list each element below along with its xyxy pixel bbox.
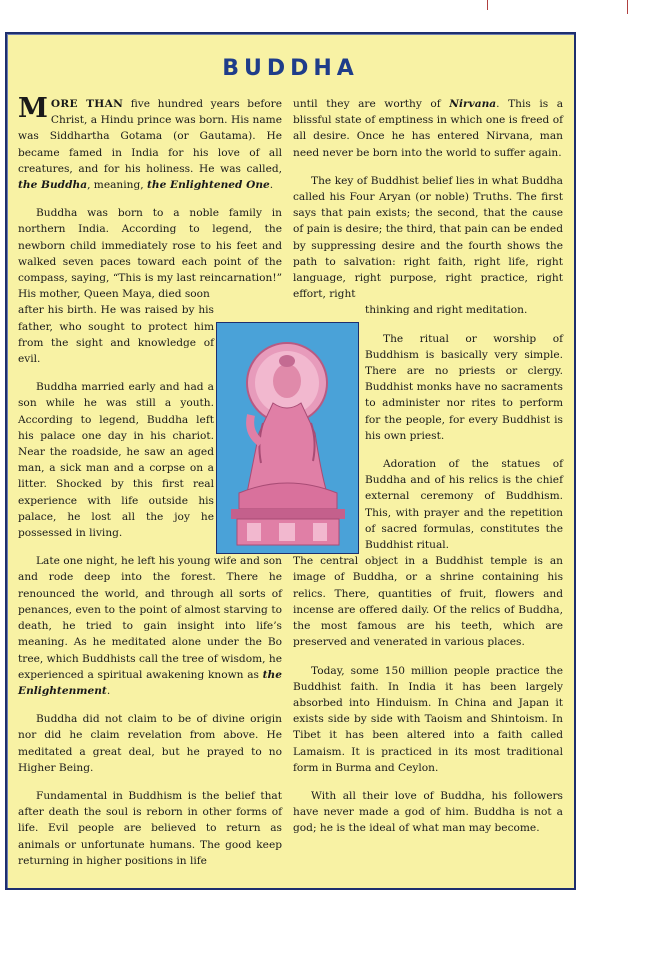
text-run: The central object in a Buddhist temple is an image of Buddha, or a shrine containing his relics. There, quantities of fruit, flowers and incense are offered daily. Of the relics of Buddha, the most famous are his teeth, which are preserved and venerated in various places. [293,555,563,649]
paragraph [293,788,563,837]
paragraph [293,663,563,776]
paragraph [18,711,282,776]
paragraph [293,96,563,161]
text-run: Buddha was born to a noble family in northern India. According to legend, the newborn child immediately rose to his feet and walked seven paces toward each point of the compass, saying, “This is my last reincarnation!” His mother, Queen Maya, died soon [18,207,282,301]
emphasis: the Buddha [18,179,88,192]
emphasis: Nirvana [449,98,497,110]
paragraph [18,302,214,367]
paragraph [18,379,214,541]
page-edge-mark [487,0,488,10]
paragraph [18,553,282,699]
text-run: The ritual or worship of Buddhism is basically very simple. There are no priests or clergy. Buddhist monks have no sacraments to administer nor rites to perform for the people, for every Buddhist is his own priest. [365,332,563,442]
paragraph [18,93,282,193]
article-title: BUDDHA [222,56,359,81]
lead-caps: ORE THAN [50,98,124,110]
buddha-illustration [216,322,359,554]
text-run: Adoration of the statues of Buddha and of his relics is the chief external ceremony of Buddhism. This, with prayer and the repetition of sacred formulas, constitutes the Buddhist ritual. [365,458,563,552]
text-run: five hundred years before Christ, a Hindu prince was born. His name was Siddhartha Gotama (or Gautama). He became famed in India for his love of all creatures, and for his holiness. He was called, [18,98,282,175]
text-run: thinking and right meditation. [365,304,528,317]
text-run: Fundamental in Buddhism is the belief that after death the soul is reborn in other forms of life. Evil people are believed to return as animals or unfortunate humans. The good keep returning in higher positions in life [18,789,282,867]
paragraph [18,788,282,869]
text-run: Buddha did not claim to be of divine origin nor did he claim revelation from above. He meditated a great deal, but he prayed to no Higher Being. [18,713,282,774]
page-edge-mark [627,0,628,14]
paragraph [365,456,563,553]
text-run: until they are worthy of [293,98,450,110]
paragraph [365,331,563,444]
text-run: . [269,179,274,192]
text-run: , meaning, [87,179,147,192]
article-panel [5,32,576,890]
paragraph [293,553,563,650]
seated-buddha-icon [217,323,358,553]
paragraph [18,205,282,302]
text-run: Late one night, he left his young wife and son and rode deep into the forest. There he renounced the world, and through all sorts of penances, even to the point of almost starving to death, he tried to gain insight into life’s meaning. As he meditated alone under the Bo tree, which Buddhists call the tree of wisdom, he experienced a spiritual awakening known as [18,555,282,681]
paragraph [293,173,563,303]
paragraph [365,302,563,318]
text-run: The key of Buddhist belief lies in what Buddha called his Four Aryan (or noble) Truths. The first says that pain exists; the second, that the cause of pain is desire; the third, that pain can be ended by suppressing desire and the fourth shows the path to salvation: right faith, right life, right language, right purpose, right practice, right effort, right [293,174,563,301]
text-run: Buddha married early and had a son while he was still a youth. According to legend, Buddha left his palace one day in his chariot. Near the roadside, he saw an aged man, a sick man and a corpse on a litter. Shocked by this first real experience with life outside his palace, he lost all the joy he possessed in living. [18,381,214,540]
text-run: after his birth. He was raised by his father, who sought to protect him from the sight and knowledge of evil. [18,304,214,366]
emphasis: the Enlightened One [146,179,270,192]
drop-cap: M [18,93,48,124]
text-run: . [106,684,111,697]
text-run: Today, some 150 million people practice the Buddhist faith. In India it has been largely absorbed into Hinduism. In China and Japan it exists side by side with Taoism and Shintoism. In Tibet it has been altered into a faith called Lamaism. It is practiced in its most traditional form in Burma and Ceylon. [293,664,563,774]
text-run: With all their love of Buddha, his followers have never made a god of him. Buddha is not a god; he is the ideal of what man may become. [293,789,563,835]
text-run: . This is a blissful state of emptiness in which one is freed of all desire. Once he has entered Nirvana, man need never be born into the world to suffer again. [293,98,564,159]
emphasis: the Enlightenment [18,668,282,697]
